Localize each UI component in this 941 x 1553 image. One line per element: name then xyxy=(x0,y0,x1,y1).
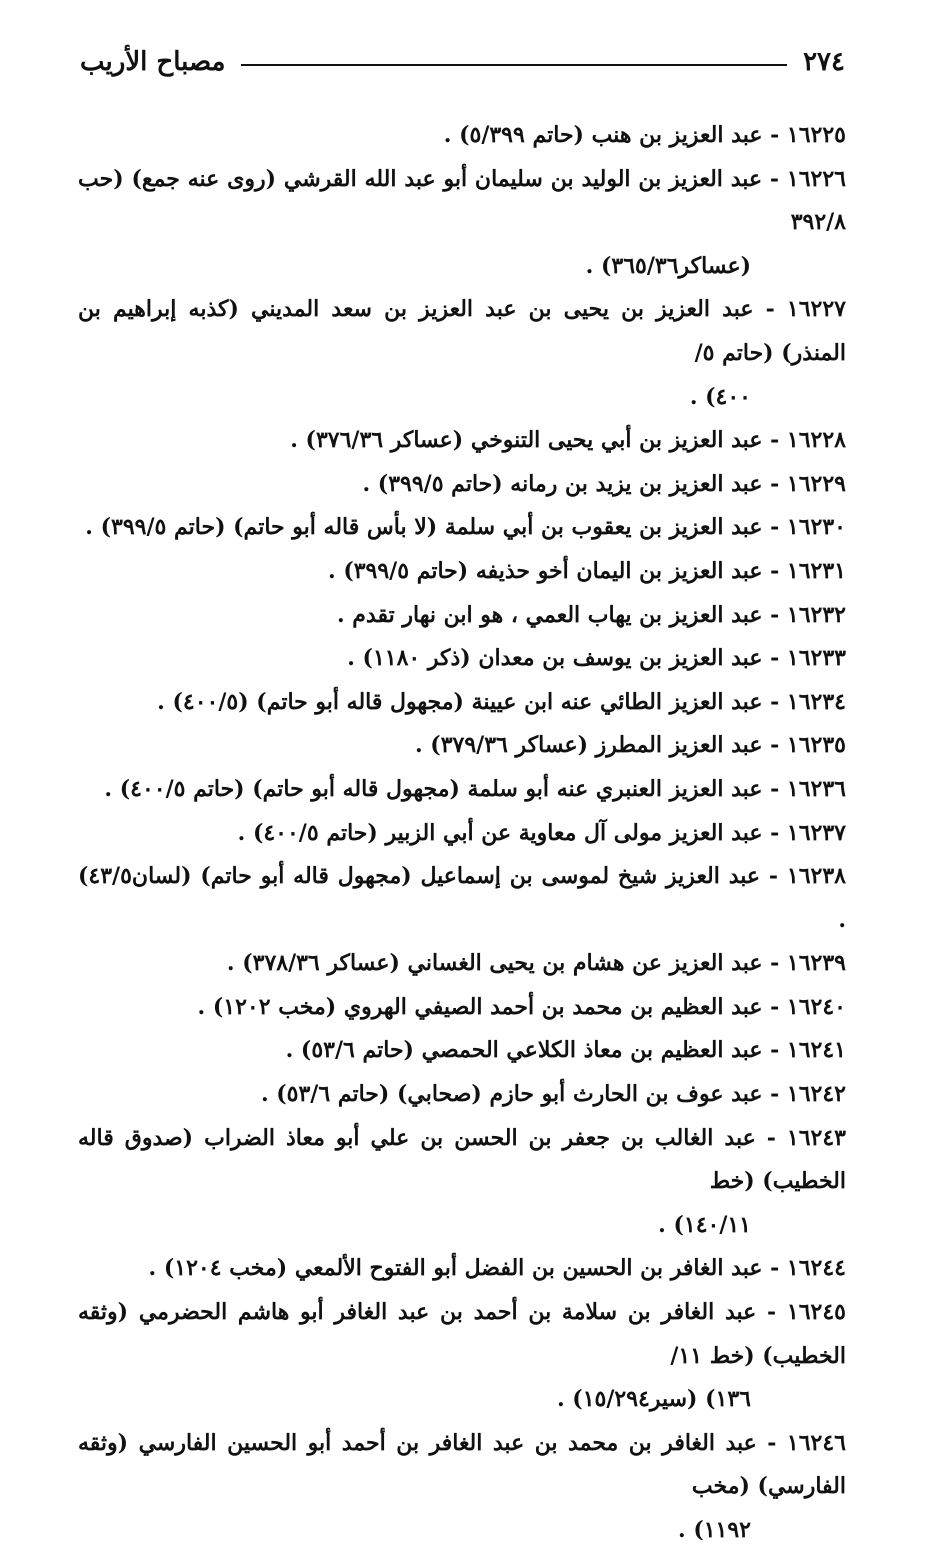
entry-number: ١٦٢٤٦ xyxy=(786,1429,846,1456)
entry-number: ١٦٢٤٤ xyxy=(786,1255,846,1282)
entry-text: - عبد العزيز بن الوليد بن سليمان أبو عبد الله القرشي (روى عنه جمع) (حب ٣٩٢/٨ xyxy=(78,165,846,236)
list-item xyxy=(78,986,846,1030)
entries-list xyxy=(78,114,846,1553)
entry-text: - عبد العزيز بن هنب (حاتم ٥/٣٩٩) . xyxy=(443,122,787,148)
list-item xyxy=(78,463,846,507)
book-title: مصباح الأريب xyxy=(80,47,226,77)
entry-text: - عبد العزيز بن يزيد بن رمانه (حاتم ٣٩٩/٥) . xyxy=(362,470,787,497)
entry-text: - عبد العزيز بن يعقوب بن أبي سلمة (لا بأس قاله أبو حاتم) (حاتم ٣٩٩/٥) . xyxy=(85,514,787,541)
entry-number: ١٦٢٢٩ xyxy=(786,470,846,497)
list-item xyxy=(78,942,846,986)
entry-text: - عبد العزيز بن يهاب العمي ، هو ابن نهار تقدم . xyxy=(336,601,787,628)
entry-continuation: (عساكر٣٦٥/٣٦) . xyxy=(585,252,751,279)
list-item xyxy=(78,1029,846,1073)
entry-continuation: ١١٩٢) . xyxy=(678,1517,751,1543)
list-item xyxy=(78,1117,846,1248)
entry-text: - عبد العزيز مولى آل معاوية عن أبي الزبير (حاتم ٤٠٠/٥) . xyxy=(237,819,787,846)
entry-text: - عبد العزيز عن هشام بن يحيى الغساني (عساكر ٣٧٨/٣٦) . xyxy=(226,950,787,977)
entry-number: ١٦٢٣٠ xyxy=(786,514,846,541)
entry-number: ١٦٢٣٨ xyxy=(786,863,846,890)
entry-text: - عبد العزيز شيخ لموسى بن إسماعيل (مجهول قاله أبو حاتم) (لسان٤٣/٥) . xyxy=(78,863,846,933)
entry-number: ١٦٢٤٢ xyxy=(786,1081,846,1108)
entry-number: ١٦٢٢٦ xyxy=(786,165,846,192)
entry-continuation: ٤٠٠) . xyxy=(689,383,751,410)
page-header xyxy=(80,40,845,84)
entry-text: - عبد العزيز بن أبي يحيى التنوخي (عساكر ٣٧٦/٣٦) . xyxy=(290,427,787,454)
list-item xyxy=(78,594,846,638)
entry-text: - عبد العزيز بن اليمان أخو حذيفه (حاتم ٣٩٩/٥) . xyxy=(328,557,787,584)
entry-text: - عبد الغالب بن جعفر بن الحسن بن علي أبو معاذ الضراب (صدوق قاله الخطيب) (خط xyxy=(78,1124,846,1195)
entry-number: ١٦٢٣٩ xyxy=(786,950,846,977)
entry-text: - عبد العزيز الطائي عنه ابن عيينة (مجهول قاله أبو حاتم) (٤٠٠/٥) . xyxy=(157,688,787,715)
list-item xyxy=(78,1247,846,1291)
list-item xyxy=(78,681,846,725)
entry-number: ١٦٢٢٥ xyxy=(786,122,846,148)
list-item xyxy=(78,1291,846,1422)
entry-text: - عبد العظيم بن معاذ الكلاعي الحمصي (حاتم ٥٣/٦) . xyxy=(285,1037,787,1064)
entry-number: ١٦٢٣٥ xyxy=(786,732,846,759)
list-item xyxy=(78,288,846,419)
entry-text: - عبد العزيز بن يحيى بن عبد العزيز بن سعد المديني (كذبه إبراهيم بن المنذر) (حاتم ٥/ xyxy=(78,296,846,366)
list-item xyxy=(78,724,846,768)
entry-number: ١٦٢٤١ xyxy=(786,1037,846,1064)
entry-number: ١٦٢٣٦ xyxy=(786,775,846,802)
list-item xyxy=(78,550,846,594)
entry-text: - عبد العظيم بن محمد بن أحمد الصيفي الهروي (مخب ١٢٠٢) . xyxy=(197,993,787,1020)
entry-number: ١٦٢٣٣ xyxy=(786,645,846,672)
entry-text: - عبد الغافر بن سلامة بن أحمد بن عبد الغافر أبو هاشم الحضرمي (وثقه الخطيب) (خط ١١/ xyxy=(78,1299,846,1369)
list-item xyxy=(78,768,846,812)
entry-text: - عبد العزيز بن يوسف بن معدان (ذكر ١١٨٠) . xyxy=(347,645,787,672)
list-item xyxy=(78,1422,846,1553)
list-item xyxy=(78,158,846,289)
list-item xyxy=(78,855,846,942)
entry-number: ١٦٢٣١ xyxy=(786,557,846,584)
list-item xyxy=(78,637,846,681)
list-item xyxy=(78,114,846,158)
entry-number: ١٦٢٣٧ xyxy=(786,819,846,846)
entry-number: ١٦٢٤٣ xyxy=(786,1124,846,1151)
header-rule xyxy=(241,64,787,66)
entry-number: ١٦٢٣٢ xyxy=(786,601,846,628)
list-item xyxy=(78,812,846,856)
entry-number: ١٦٢٤٠ xyxy=(786,993,846,1020)
list-item xyxy=(78,506,846,550)
page-number: ٢٧٤ xyxy=(803,47,845,77)
entry-number: ١٦٢٣٤ xyxy=(786,688,846,715)
entry-text: - عبد الغافر بن محمد بن عبد الغافر بن أحمد أبو الحسين الفارسي (وثقه الفارسي) (مخب xyxy=(78,1429,846,1500)
entry-text: - عبد الغافر بن الحسين بن الفضل أبو الفتوح الألمعي (مخب ١٢٠٤) . xyxy=(148,1255,787,1282)
entry-number: ١٦٢٢٧ xyxy=(786,296,846,323)
list-item xyxy=(78,1073,846,1117)
entry-number: ١٦٢٤٥ xyxy=(786,1299,846,1326)
entry-continuation: ١٣٦) (سير١٥/٢٩٤) . xyxy=(556,1386,751,1413)
entry-text: - عبد العزيز المطرز (عساكر ٣٧٩/٣٦) . xyxy=(414,732,787,759)
entry-text: - عبد عوف بن الحارث أبو حازم (صحابي) (حاتم ٥٣/٦) . xyxy=(260,1081,787,1108)
list-item xyxy=(78,419,846,463)
entry-number: ١٦٢٢٨ xyxy=(786,427,846,454)
entry-text: - عبد العزيز العنبري عنه أبو سلمة (مجهول قاله أبو حاتم) (حاتم ٤٠٠/٥) . xyxy=(104,775,787,802)
entry-continuation: ١٤٠/١١) . xyxy=(658,1211,751,1238)
